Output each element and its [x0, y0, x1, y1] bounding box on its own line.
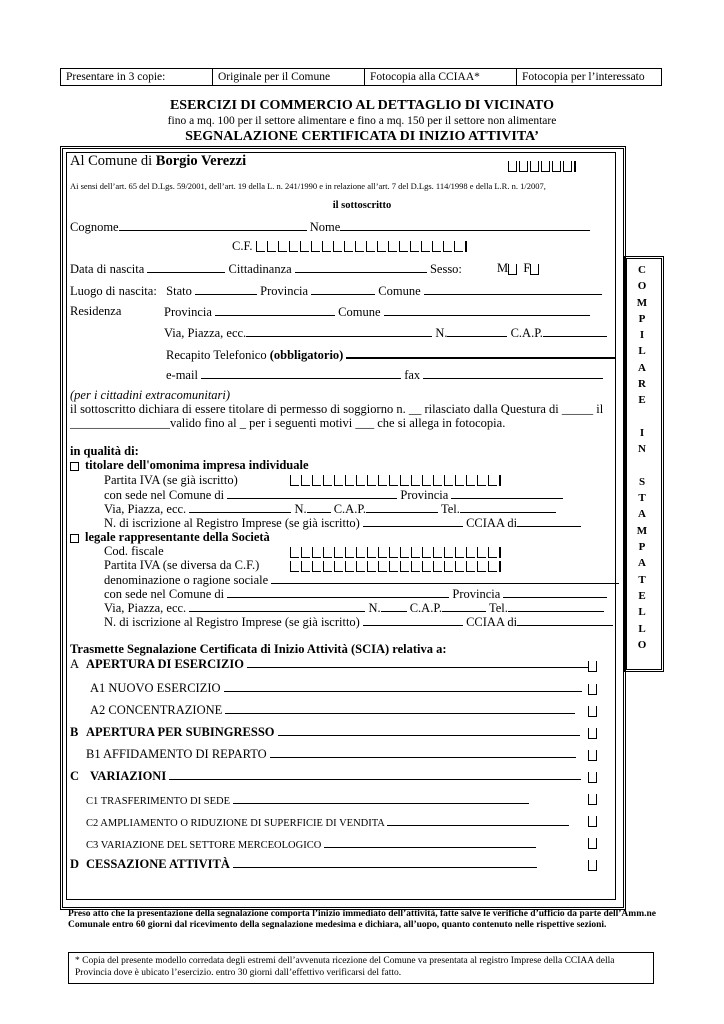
section-b1-label: B1 AFFIDAMENTO DI REPARTO [86, 747, 267, 761]
section-c3-label: C3 VARIAZIONE DEL SETTORE MERCEOLOGICO [86, 840, 322, 851]
footer-note: Preso atto che la presentazione della segnalazione comporta l’inizio immediato dell’attività, fatte salve le verifiche d’ufficio da parte dell’Amm.ne Comunale entro 60 giorni dal ricevimento della segnalazione medesima e dichiara, all’uopo, quanto contenuto nelle rispettive sezioni. [68, 909, 656, 930]
section-a1-label: A1 NUOVO ESERCIZIO [90, 681, 221, 695]
section-b1-line [270, 746, 576, 758]
section-d-line [233, 856, 537, 868]
extracom-heading: (per i cittadini extracomunitari) [70, 388, 231, 402]
side-letter: E [638, 394, 646, 407]
soc-registro-label: N. di iscrizione al Registro Imprese (se già iscritto) [104, 615, 360, 629]
email-label: e-mail [166, 368, 198, 382]
res-via-row[interactable] [164, 325, 607, 341]
soc-provincia-label: Provincia [452, 587, 501, 601]
footnote-box [68, 952, 654, 984]
email-field[interactable] [201, 367, 401, 379]
cognome-row[interactable] [70, 219, 590, 235]
side-letter: L [638, 606, 646, 619]
side-letter: A [638, 361, 646, 374]
fax-label: fax [404, 368, 421, 382]
soc-registro-row[interactable] [104, 614, 613, 630]
titolare-checkbox[interactable] [70, 462, 79, 471]
email-row[interactable] [166, 367, 603, 383]
section-c1-checkbox[interactable] [588, 790, 597, 808]
section-a2-row[interactable] [90, 702, 575, 718]
cf-row[interactable] [232, 239, 469, 254]
cittadinanza-label: Cittadinanza [228, 262, 292, 276]
sede-label: con sede nel Comune di [104, 488, 225, 502]
side-letter: N [638, 443, 646, 456]
extracom-line1: il sottoscritto dichiara di essere titolare di permesso di soggiorno n. __ rilasciato dalla Questura di _____ il [70, 402, 604, 416]
cf-label: C.F. [232, 239, 253, 253]
side-letter: L [638, 622, 646, 635]
trasmette-heading: Trasmette Segnalazione Certificata di Inizio Attività (SCIA) relativa a: [70, 642, 447, 656]
section-a-label: APERTURA DI ESERCIZIO [86, 657, 244, 671]
side-letter: M [636, 524, 648, 537]
section-b-letter: B [70, 725, 79, 739]
section-b-line [278, 724, 580, 736]
legale-checkbox[interactable] [70, 534, 79, 543]
side-letter: O [637, 638, 647, 651]
tit-registro-row[interactable] [104, 515, 581, 531]
section-c2-line [387, 814, 569, 826]
side-letter: S [638, 475, 646, 488]
tit-tel-label: Tel. [440, 502, 460, 516]
side-letter: P [638, 541, 646, 554]
nome-field[interactable] [340, 219, 590, 231]
luogo-label: Luogo di nascita: [70, 284, 157, 298]
section-a-checkbox[interactable] [588, 657, 597, 675]
soc-provincia-field[interactable] [503, 586, 607, 598]
tit-cap-field[interactable] [366, 501, 438, 513]
codfisc-label: Cod. fiscale [104, 544, 164, 558]
soc-n-field[interactable] [381, 600, 407, 612]
recapito-field[interactable] [346, 346, 616, 359]
side-letter: R [638, 378, 646, 391]
section-b-checkbox[interactable] [588, 724, 597, 742]
section-b-label: APERTURA PER SUBINGRESSO [86, 725, 275, 739]
sesso-m-checkbox[interactable] [508, 261, 517, 275]
subtitle: fino a mq. 100 per il settore alimentare e fino a mq. 150 per il settore non alimentare [167, 115, 557, 127]
cognome-label: Cognome [70, 220, 119, 234]
soc-via-label: Via, Piazza, ecc. [104, 601, 187, 615]
nome-label: Nome [309, 220, 341, 234]
section-b1-row[interactable] [86, 746, 576, 762]
soc-via-field[interactable] [189, 600, 365, 612]
side-letter: M [636, 296, 648, 309]
stato-label: Stato [166, 284, 192, 298]
luogo-comune-field[interactable] [424, 283, 602, 295]
soc-sede-label: con sede nel Comune di [104, 587, 225, 601]
section-a1-checkbox[interactable] [588, 680, 597, 698]
comune-name: Borgio Verezzi [155, 153, 247, 169]
side-label [627, 262, 657, 653]
res-n-label: N. [435, 326, 448, 340]
sottoscritto: il sottoscritto [332, 200, 392, 211]
top-cell-presentare: Presentare in 3 copie: [61, 69, 213, 85]
soc-registro-field[interactable] [363, 614, 463, 626]
side-letter: C [638, 264, 646, 276]
soc-tel-label: Tel. [488, 601, 508, 615]
sede-provincia-field[interactable] [451, 487, 563, 499]
sede-provincia-label: Provincia [400, 488, 449, 502]
soc-n-label: N. [368, 601, 381, 615]
sesso-f-label: F [523, 261, 531, 275]
tit-via-field[interactable] [189, 501, 291, 513]
title-scia: SEGNALAZIONE CERTIFICATA DI INIZIO ATTIVITA’ [185, 129, 539, 144]
section-a1-row[interactable] [90, 680, 582, 696]
denominazione-field[interactable] [271, 572, 619, 584]
cf-cells[interactable] [256, 241, 469, 253]
tit-via-label: Via, Piazza, ecc. [104, 502, 187, 516]
section-c3-checkbox[interactable] [588, 834, 597, 852]
section-a2-checkbox[interactable] [588, 702, 597, 720]
residenza-label: Residenza [70, 304, 122, 318]
tit-cciaa-label: CCIAA di [466, 516, 518, 530]
tit-registro-label: N. di iscrizione al Registro Imprese (se già iscritto) [104, 516, 360, 530]
legale-row[interactable] [70, 530, 270, 545]
res-comune-label: Comune [338, 305, 381, 319]
section-c-checkbox[interactable] [588, 768, 597, 786]
footnote-text: * Copia del presente modello corredata degli estremi dell’avvenuta ricezione del Comune va presentata al registro Imprese della CCIAA della Provincia dove è ubicato l’esercizio. entro 30 giorni dall’effettivo verificarsi del fatto. [75, 956, 615, 978]
side-letter: P [638, 312, 646, 325]
recapito-label: Recapito Telefonico [166, 348, 270, 362]
sesso-options[interactable] [497, 261, 539, 276]
section-c3-row[interactable] [86, 836, 536, 851]
res-provincia-label: Provincia [164, 305, 212, 319]
residenza-row[interactable] [164, 304, 590, 320]
piva2-label: Partita IVA (se diversa da C.F.) [104, 558, 260, 572]
soc-tel-field[interactable] [508, 600, 604, 612]
sede-field[interactable] [227, 487, 397, 499]
side-letter [627, 458, 657, 474]
res-cap-label: C.A.P. [510, 326, 543, 340]
qualita-heading: in qualità di: [70, 444, 139, 458]
soc-cciaa-field[interactable] [517, 614, 613, 626]
legal-reference: Ai sensi dell’art. 65 del D.Lgs. 59/2001, dell’art. 19 della L. n. 241/1990 e in relazione all’art. 7 del D.Lgs. 114/1998 e della L.R. n. 1/2007, [70, 181, 546, 191]
piva-label: Partita IVA (se già iscritto) [104, 473, 238, 487]
section-c3-line [324, 836, 536, 848]
legale-label: legale rappresentante della Società [85, 530, 270, 544]
denominazione-label: denominazione o ragione sociale [104, 573, 269, 587]
soc-cap-field[interactable] [442, 600, 486, 612]
section-a2-label: A2 CONCENTRAZIONE [90, 703, 223, 717]
data-nascita-label: Data di nascita [70, 262, 145, 276]
tit-cap-label: C.A.P. [333, 502, 367, 516]
soc-sede-field[interactable] [227, 586, 449, 598]
res-via-label: Via, Piazza, ecc. [164, 326, 247, 340]
luogo-provincia-field[interactable] [311, 283, 375, 295]
extracom-line2: ________________valido fino al _ per i seguenti motivi ___ che si allega in fotocopia. [70, 416, 506, 430]
section-d-checkbox[interactable] [588, 856, 597, 874]
section-b1-checkbox[interactable] [588, 746, 597, 764]
recapito-row[interactable] [166, 346, 616, 363]
soc-cap-label: C.A.P. [409, 601, 443, 615]
side-letter [627, 409, 657, 425]
soc-cciaa-label: CCIAA di [466, 615, 518, 629]
sesso-label: Sesso: [429, 262, 462, 276]
section-c2-row[interactable] [86, 814, 569, 829]
section-d-label: CESSAZIONE ATTIVITÀ [86, 857, 230, 871]
fax-field[interactable] [423, 367, 603, 379]
section-c1-row[interactable] [86, 792, 529, 807]
section-c2-label: C2 AMPLIAMENTO O RIDUZIONE DI SUPERFICIE DI VENDITA [86, 818, 385, 829]
obbligatorio-label: (obbligatorio) [269, 348, 344, 362]
res-n-field[interactable] [447, 325, 507, 337]
top-table [60, 68, 662, 86]
section-c-label: VARIAZIONI [90, 769, 167, 783]
res-comune-field[interactable] [384, 304, 590, 316]
tit-n-field[interactable] [307, 501, 331, 513]
side-letter: T [638, 573, 646, 586]
side-letter: L [638, 345, 646, 358]
side-letter: A [638, 557, 646, 570]
section-a1-line [224, 680, 582, 692]
tit-n-label: N. [294, 502, 307, 516]
res-provincia-field[interactable] [215, 304, 335, 316]
side-letter: I [639, 426, 645, 439]
comune-line [70, 153, 246, 170]
top-cell-interessato: Fotocopia per l’interessato [522, 71, 645, 83]
section-c-line [169, 768, 581, 780]
res-cap-field[interactable] [543, 325, 607, 337]
cognome-field[interactable] [119, 219, 307, 231]
section-a-letter: A [70, 657, 80, 671]
section-c2-checkbox[interactable] [588, 812, 597, 830]
luogo-row[interactable] [70, 283, 602, 299]
tit-cciaa-field[interactable] [517, 515, 581, 527]
section-c1-label: C1 TRASFERIMENTO DI SEDE [86, 796, 231, 807]
sesso-m-label: M [497, 261, 509, 275]
sesso-f-checkbox[interactable] [530, 261, 539, 275]
section-a-line [247, 656, 589, 668]
section-a2-line [225, 702, 575, 714]
top-cell-cciaa: Fotocopia alla CCIAA* [365, 69, 517, 85]
cittadinanza-field[interactable] [295, 261, 427, 273]
stato-field[interactable] [195, 283, 257, 295]
titolare-row[interactable] [70, 458, 309, 473]
section-d-row[interactable] [70, 856, 537, 872]
section-d-letter: D [70, 857, 80, 871]
section-b-row[interactable] [70, 724, 580, 740]
piva-cells[interactable] [290, 470, 503, 488]
data-nascita-field[interactable] [147, 261, 225, 273]
section-a-row[interactable] [70, 656, 589, 672]
tit-tel-field[interactable] [460, 501, 556, 513]
titolare-label: titolare dell'omonima impresa individuale [85, 458, 309, 472]
side-letter: A [638, 508, 646, 521]
section-c1-line [233, 792, 529, 804]
section-c-row[interactable] [70, 768, 581, 784]
piva-row[interactable] [104, 473, 238, 488]
res-via-field[interactable] [246, 325, 432, 337]
top-cell-originale: Originale per il Comune [213, 69, 365, 85]
luogo-provincia-label: Provincia [260, 284, 309, 298]
tit-registro-field[interactable] [363, 515, 463, 527]
comune-code-cells [508, 154, 578, 172]
comune-prefix: Al Comune di [70, 153, 156, 169]
side-letter: I [639, 329, 645, 342]
section-c-letter: C [70, 769, 80, 783]
luogo-comune-label: Comune [378, 284, 421, 298]
side-letter: O [637, 280, 647, 293]
side-letter: E [638, 589, 646, 602]
title-esercizi: ESERCIZI DI COMMERCIO AL DETTAGLIO DI VICINATO [169, 98, 555, 113]
side-letter: T [638, 492, 646, 505]
nascita-row[interactable] [70, 261, 462, 277]
